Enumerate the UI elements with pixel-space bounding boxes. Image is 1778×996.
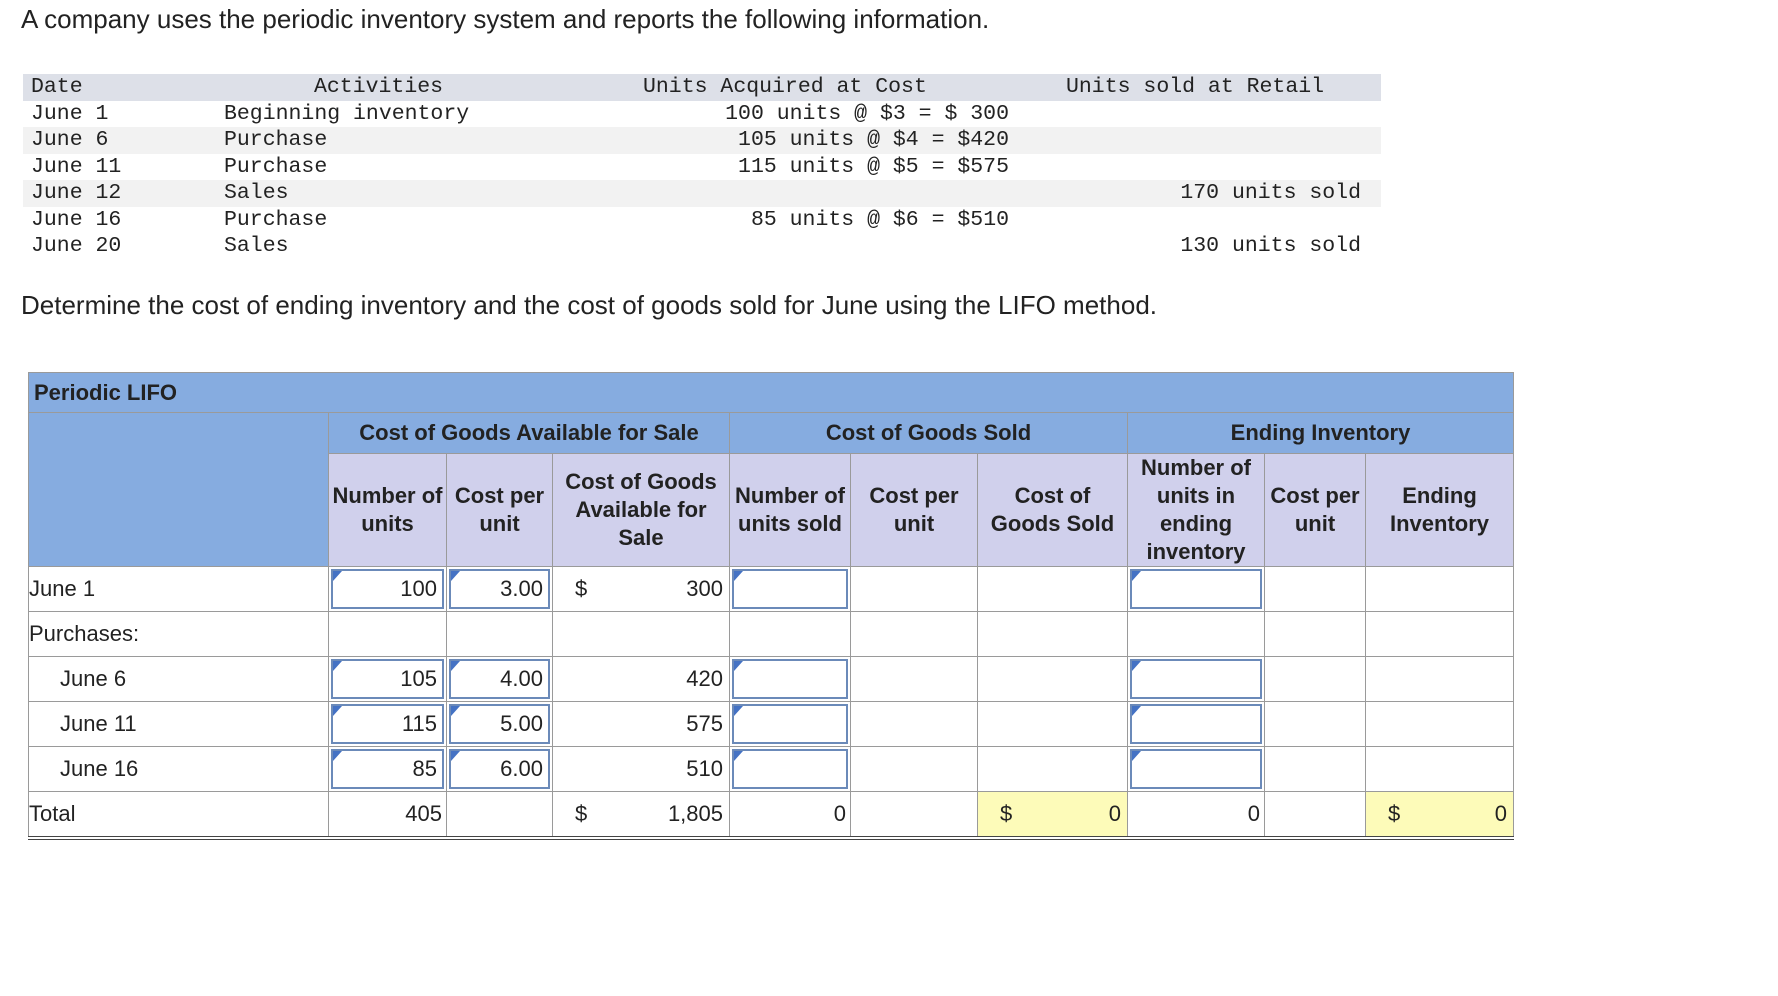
info-table: [23, 74, 1381, 260]
cogas-cell-june16: [553, 747, 730, 792]
subheader-cost-per-unit: Cost per unit: [447, 454, 553, 567]
header-activities: Activities: [314, 75, 444, 99]
units-sold-input-june1[interactable]: [732, 569, 848, 609]
info-row: [23, 207, 1381, 234]
info-row: [23, 233, 1381, 260]
info-date: June 12: [31, 181, 122, 205]
ei-cell: [1366, 567, 1514, 612]
info-activity: Purchase: [224, 154, 328, 179]
row-label-june6: June 6: [29, 657, 329, 702]
lifo-table: [28, 372, 1514, 840]
table-row: [29, 567, 1514, 612]
total-cogs: 0: [1108, 801, 1121, 826]
info-sold: 130 units sold: [1180, 234, 1361, 258]
info-acquired: 85 units @ $6 = $510: [750, 207, 1009, 232]
total-units: 405: [329, 792, 447, 839]
table-row: [29, 747, 1514, 792]
units-ending-input-june16[interactable]: [1130, 749, 1262, 789]
info-activity: Purchase: [224, 128, 328, 152]
cogas-cell-june1: [553, 567, 730, 612]
cost-input-june1[interactable]: 3.00: [449, 569, 550, 609]
total-units-ending: 0: [1128, 792, 1265, 839]
units-sold-input-june16[interactable]: [732, 749, 848, 789]
total-cogas-cell: [553, 792, 730, 839]
lifo-title: Periodic LIFO: [29, 373, 1514, 413]
info-acquired: 100 units @ $3 = $ 300: [725, 101, 1009, 126]
info-date: June 20: [31, 234, 122, 258]
cogas-value-june11: 575: [686, 711, 723, 736]
info-date: June 1: [31, 101, 109, 126]
row-label-purchases: Purchases:: [29, 612, 329, 657]
total-ending-inventory-cell: [1366, 792, 1514, 839]
info-activity: Purchase: [224, 207, 328, 232]
subheader-units-ending: Number of units in ending inventory: [1128, 454, 1265, 567]
info-date: June 6: [31, 128, 109, 152]
group-cogs-header: Cost of Goods Sold: [730, 413, 1128, 454]
subheader-cogs-cost-per-unit: Cost per unit: [851, 454, 978, 567]
dollar-sign: $: [1388, 801, 1401, 826]
ei-cost-cell: [1265, 567, 1366, 612]
row-label-june1: June 1: [29, 567, 329, 612]
info-activity: Beginning inventory: [224, 101, 470, 126]
units-sold-input-june6[interactable]: [732, 659, 848, 699]
info-row: [23, 127, 1381, 154]
group-available-header: Cost of Goods Available for Sale: [329, 413, 730, 454]
table-row: [29, 612, 1514, 657]
subheader-ei-cost-per-unit: Cost per unit: [1265, 454, 1366, 567]
total-units-sold: 0: [730, 792, 851, 839]
cogas-value-june16: 510: [686, 756, 723, 781]
row-label-june11: June 11: [29, 702, 329, 747]
info-sold: 170 units sold: [1180, 181, 1361, 205]
units-ending-input-june11[interactable]: [1130, 704, 1262, 744]
units-ending-input-june1[interactable]: [1130, 569, 1262, 609]
subheader-units-sold: Number of units sold: [730, 454, 851, 567]
table-row: [29, 657, 1514, 702]
total-ending-inventory: 0: [1494, 801, 1507, 826]
cost-input-june6[interactable]: 4.00: [449, 659, 550, 699]
group-ending-header: Ending Inventory: [1128, 413, 1514, 454]
units-ending-input-june6[interactable]: [1130, 659, 1262, 699]
info-activity: Sales: [224, 234, 289, 258]
label-header-cell: [29, 413, 329, 567]
row-label-june16: June 16: [29, 747, 329, 792]
info-row: [23, 101, 1381, 128]
header-sold: Units sold at Retail: [1066, 75, 1325, 99]
subheader-cogs: Cost of Goods Sold: [978, 454, 1128, 567]
info-activity: Sales: [224, 181, 289, 205]
subheader-ending-inventory: Ending Inventory: [1366, 454, 1514, 567]
cogas-value-june6: 420: [686, 666, 723, 691]
dollar-sign: $: [575, 576, 588, 601]
total-row: [29, 792, 1514, 839]
dollar-sign: $: [1000, 801, 1013, 826]
units-input-june6[interactable]: 105: [331, 659, 444, 699]
subheader-num-units: Number of units: [329, 454, 447, 567]
info-acquired: 105 units @ $4 = $420: [738, 128, 1009, 152]
cogas-value-june1: 300: [686, 576, 723, 601]
table-row: [29, 702, 1514, 747]
units-sold-input-june11[interactable]: [732, 704, 848, 744]
cost-input-june11[interactable]: 5.00: [449, 704, 550, 744]
units-input-june1[interactable]: 100: [331, 569, 444, 609]
info-row: [23, 180, 1381, 207]
row-label-total: Total: [29, 792, 329, 839]
cost-input-june16[interactable]: 6.00: [449, 749, 550, 789]
info-acquired: 115 units @ $5 = $575: [738, 154, 1009, 179]
header-date: Date: [31, 75, 83, 99]
info-date: June 11: [31, 154, 122, 179]
info-row: [23, 154, 1381, 181]
cogas-cell-june6: [553, 657, 730, 702]
cogas-cell-june11: [553, 702, 730, 747]
header-acquired: Units Acquired at Cost: [643, 75, 927, 99]
dollar-sign: $: [575, 801, 588, 826]
cogs-cost-cell: [851, 567, 978, 612]
question-text: Determine the cost of ending inventory and the cost of goods sold for June using the LIFO method.: [21, 290, 1158, 320]
intro-text: A company uses the periodic inventory system and reports the following information.: [21, 4, 990, 34]
units-input-june16[interactable]: 85: [331, 749, 444, 789]
total-cogs-cell: [978, 792, 1128, 839]
units-input-june11[interactable]: 115: [331, 704, 444, 744]
total-cogas: 1,805: [667, 801, 723, 826]
info-date: June 16: [31, 207, 122, 232]
subheader-cogas: Cost of Goods Available for Sale: [553, 454, 730, 567]
info-header-row: [23, 74, 1381, 101]
cogs-cell: [978, 567, 1128, 612]
